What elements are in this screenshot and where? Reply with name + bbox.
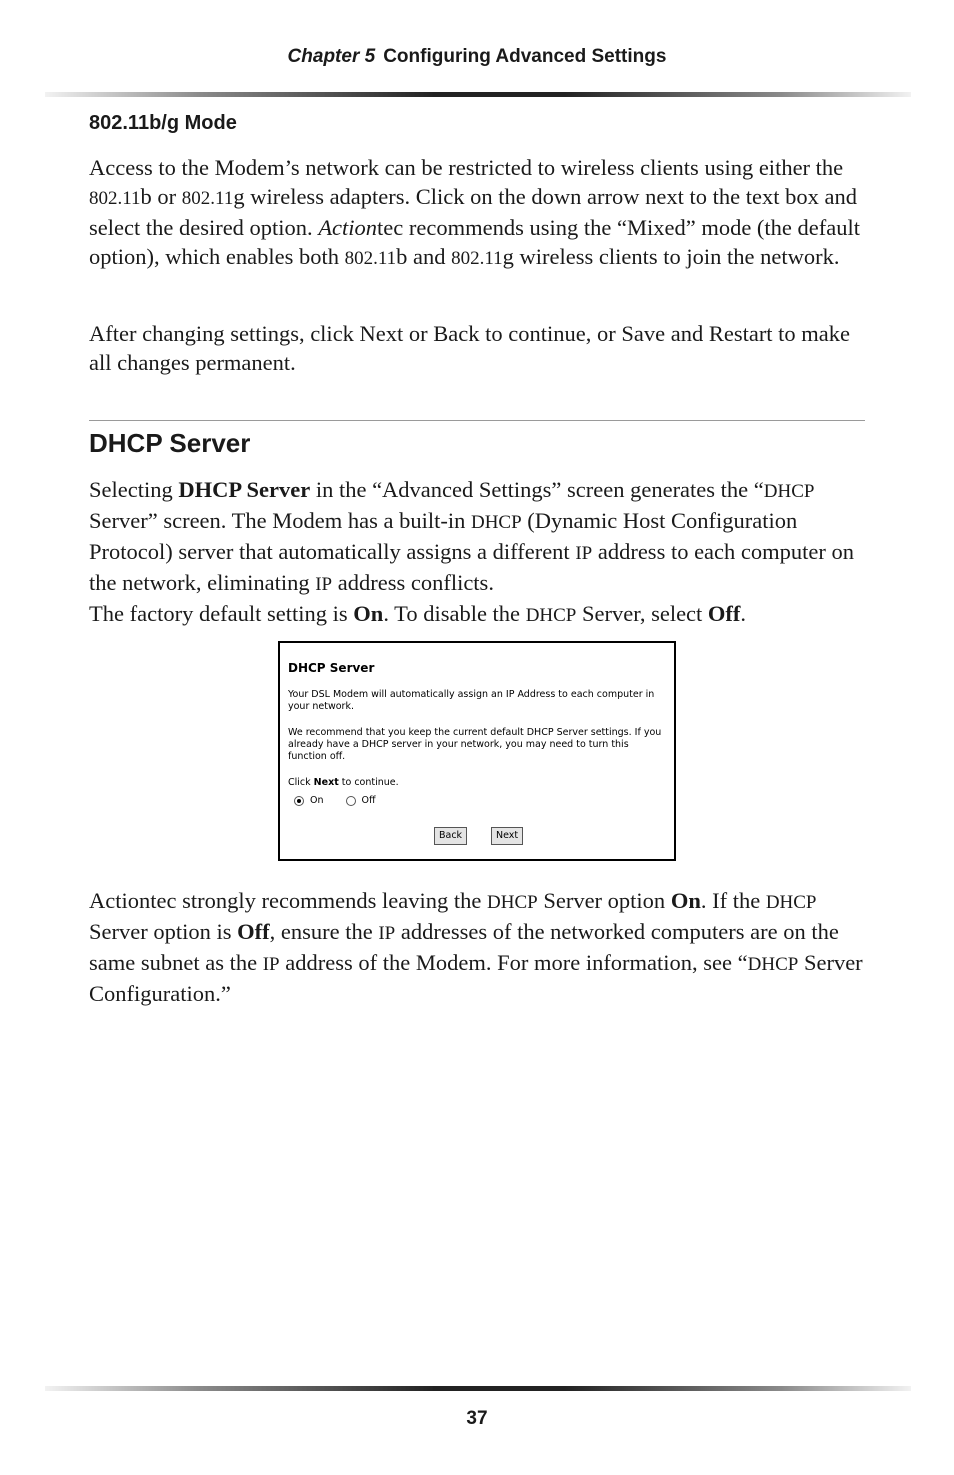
text-run: (Dynamic Host Configuration Protocol) server that automatically assigns a different: [89, 508, 798, 564]
text-run: address of the Modem. For more information, see “: [279, 950, 748, 975]
radio-group: [294, 795, 376, 806]
text-run: 802.11: [344, 248, 397, 269]
text-run: Actiontec strongly recommends leaving the: [89, 888, 488, 913]
text-run: g wireless clients to join the network.: [502, 244, 840, 269]
radio-off-label: Off: [361, 795, 376, 806]
text-run: Next: [313, 777, 339, 788]
text-run: 802.11: [451, 248, 503, 269]
next-button[interactable]: Next: [491, 827, 523, 845]
dhcp-heading: DHCP Server: [89, 428, 251, 458]
text-run: After changing settings, click Next or Back to continue, or Save and Restart to make all changes permanent.: [89, 321, 851, 375]
text-run: tec recommends using the “Mixed” mode (the default option), which enables both: [89, 215, 861, 269]
screenshot-text-1: Your DSL Modem will automatically assign an IP Address to each computer in your network.: [288, 689, 655, 712]
text-run: Click: [288, 777, 314, 788]
screenshot-text-2: We recommend that you keep the current default DHCP Server settings. If you already have a DHCP server in your network, you may need to turn this function off.: [288, 727, 662, 762]
text-run: The factory default setting is: [89, 601, 354, 626]
running-header: [0, 46, 954, 68]
text-run: IP: [315, 574, 333, 595]
radio-off[interactable]: [346, 796, 356, 806]
text-run: g wireless adapters. Click on the down arrow next to the text box and select the desired option.: [89, 184, 857, 240]
text-run: DHCP: [765, 892, 817, 913]
text-run: DHCP: [525, 605, 577, 626]
text-run: DHCP Server: [178, 477, 311, 502]
text-run: .: [740, 601, 747, 626]
screenshot-text-3: [288, 777, 668, 789]
text-run: Server option: [537, 888, 671, 913]
text-run: Server, select: [576, 601, 708, 626]
section-divider: [89, 420, 865, 421]
dhcp-screenshot: [278, 641, 676, 861]
text-run: IP: [575, 543, 593, 564]
mode-paragraph-1: [89, 153, 865, 273]
text-run: IP: [378, 923, 396, 944]
text-run: . If the: [700, 888, 766, 913]
radio-on-label: On: [310, 795, 324, 806]
text-run: , ensure the: [269, 919, 379, 944]
text-run: addresses of the networked computers are on the same subnet as the: [89, 919, 839, 975]
text-run: Action: [318, 215, 378, 240]
text-run: On: [353, 601, 384, 626]
text-run: IP: [262, 954, 280, 975]
chapter-label: Chapter 5: [287, 46, 376, 67]
text-run: address conflicts.: [332, 570, 494, 595]
radio-on[interactable]: [294, 796, 304, 806]
text-run: in the “Advanced Settings” screen generates the “: [310, 477, 764, 502]
text-run: b and: [396, 244, 452, 269]
text-run: Selecting: [89, 477, 179, 502]
dhcp-paragraph-3: [89, 886, 865, 1008]
chapter-title: Configuring Advanced Settings: [383, 46, 667, 67]
text-run: 802.11: [89, 188, 141, 209]
text-run: On: [670, 888, 701, 913]
mode-heading: 802.11b/g Mode: [89, 112, 237, 134]
text-run: Server” screen. The Modem has a built-in: [89, 508, 471, 533]
page-number: 37: [466, 1408, 488, 1429]
text-run: DHCP: [470, 512, 522, 533]
mode-paragraph-2: [89, 319, 865, 377]
text-run: Server option is: [89, 919, 238, 944]
text-run: DHCP: [487, 892, 538, 913]
dhcp-paragraph-1: [89, 475, 865, 630]
screenshot-title: DHCP Server: [288, 661, 375, 675]
header-rule: [45, 92, 911, 97]
footer-rule: [45, 1386, 911, 1391]
text-run: . To disable the: [383, 601, 526, 626]
text-run: Server Configuration.”: [89, 950, 863, 1006]
text-run: DHCP: [747, 954, 799, 975]
text-run: DHCP: [763, 481, 815, 502]
text-run: b or: [140, 184, 182, 209]
text-run: to continue.: [338, 777, 399, 788]
text-run: Access to the Modem’s network can be restricted to wireless clients using either the: [89, 155, 844, 180]
text-run: address to each computer on the network, eliminating: [89, 539, 855, 595]
text-run: Off: [707, 601, 741, 626]
text-run: 802.11: [181, 188, 234, 209]
text-run: Off: [237, 919, 270, 944]
back-button[interactable]: Back: [434, 827, 467, 845]
